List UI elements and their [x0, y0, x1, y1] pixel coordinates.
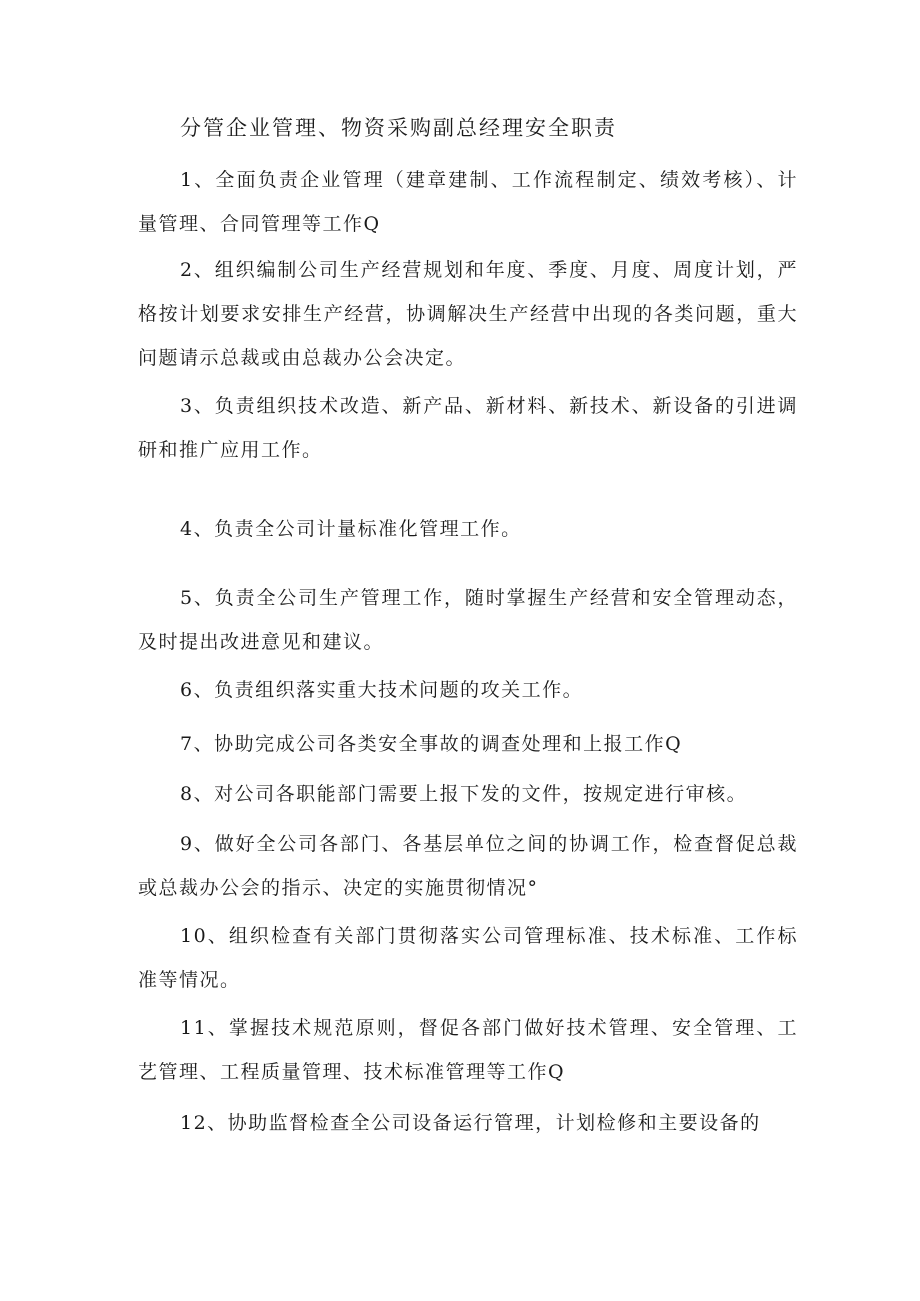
document-title: 分管企业管理、物资采购副总经理安全职责	[180, 116, 617, 140]
paragraph-3: 3、负责组织技术改造、新产品、新材料、新技术、新设备的引进调研和推广应用工作。	[138, 395, 798, 461]
paragraph-9: 9、做好全公司各部门、各基层单位之间的协调工作，检查督促总裁或总裁办公会的指示、决定的实施贯彻情况°	[138, 833, 798, 899]
paragraph-7: 7、协助完成公司各类安全事故的调查处理和上报工作Q	[180, 733, 683, 755]
paragraph-2: 2、组织编制公司生产经营规划和年度、季度、月度、周度计划，严格按计划要求安排生产经营，协调解决生产经营中出现的各类问题，重大问题请示总裁或由总裁办公会决定。	[138, 259, 798, 369]
paragraph-1: 1、全面负责企业管理（建章建制、工作流程制定、绩效考核）、计量管理、合同管理等工作Q	[138, 169, 798, 235]
paragraph-12: 12、协助监督检查全公司设备运行管理，计划检修和主要设备的	[180, 1112, 761, 1134]
paragraph-8: 8、对公司各职能部门需要上报下发的文件，按规定进行审核。	[180, 783, 748, 805]
paragraph-10: 10、组织检查有关部门贯彻落实公司管理标准、技术标准、工作标准等情况。	[138, 925, 798, 991]
paragraph-11: 11、掌握技术规范原则，督促各部门做好技术管理、安全管理、工艺管理、工程质量管理、技术标准管理等工作Q	[138, 1017, 798, 1083]
paragraph-4: 4、负责全公司计量标准化管理工作。	[180, 518, 522, 540]
paragraph-5: 5、负责全公司生产管理工作，随时掌握生产经营和安全管理动态，及时提出改进意见和建议。	[138, 587, 798, 653]
paragraph-6: 6、负责组织落实重大技术问题的攻关工作。	[180, 679, 584, 701]
